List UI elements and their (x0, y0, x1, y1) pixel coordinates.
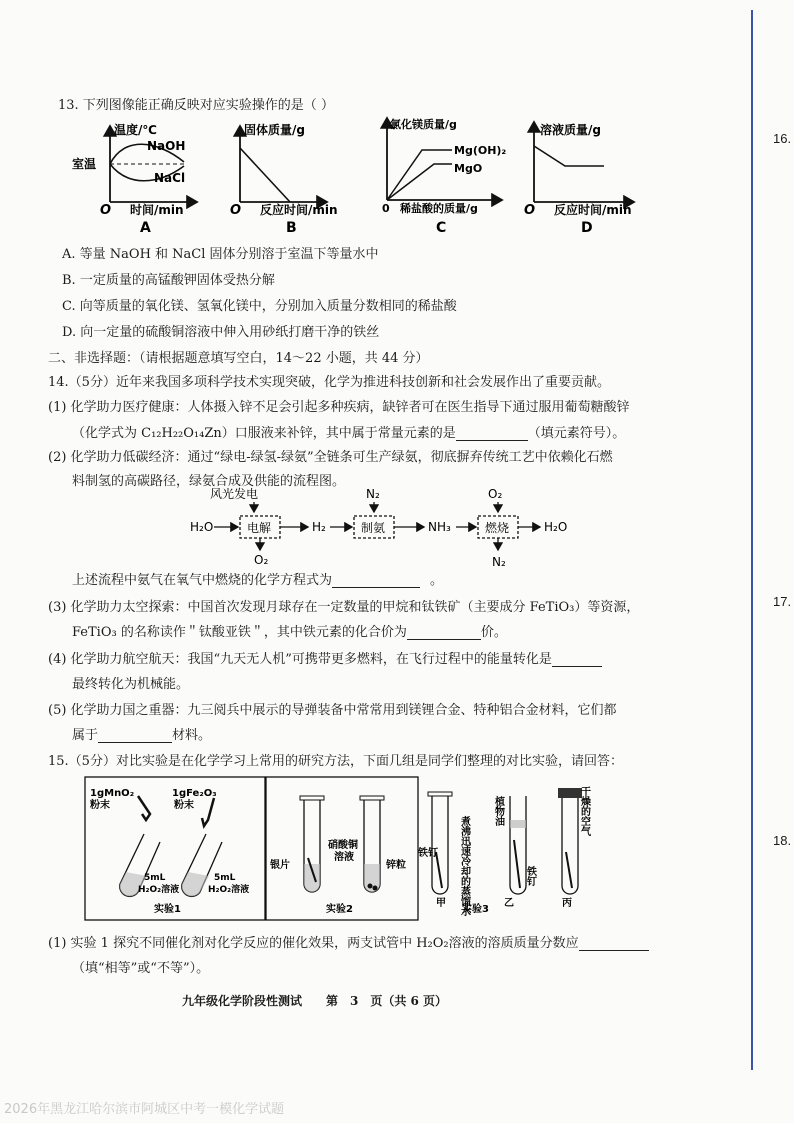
q14-p1-line2-pre: （化学式为 C₁₂H₂₂O₁₄Zn）口服液来补锌，其中属于常量元素的是 (72, 426, 456, 441)
section-2-heading: 二、非选择题：（请根据题意填写空白，14～22 小题，共 44 分） (48, 351, 429, 366)
exp2-solution-label-1: 硝酸铜 (328, 840, 358, 851)
q13-option-c: C. 向等质量的氧化镁、氢氧化镁中，分别加入质量分数相同的稀盐酸 (62, 299, 457, 314)
flow-ammonia-make: 制氨 (361, 521, 386, 535)
exp1-powder-label-2: 粉末 (174, 800, 194, 811)
side-question-17: 17. (773, 594, 792, 609)
graph-a-nacl: NaCl (154, 171, 186, 185)
graph-c-mgoh2: Mg(OH)₂ (454, 144, 507, 157)
q14-p3-line2-post: 价。 (480, 625, 507, 640)
experiment-3 (417, 785, 592, 917)
q15-p1-line2: （填“相等”或“不等”）。 (72, 961, 210, 976)
q13-option-b: B. 一定质量的高锰酸钾固体受热分解 (62, 273, 275, 288)
q13-graphs (62, 114, 662, 236)
q14-p5-line2 (72, 724, 211, 743)
q14-p2-line3-post: 。 (430, 573, 444, 588)
graph-a-origin: O (100, 203, 112, 218)
q14-p5-line1: (5) 化学助力国之重器：九三阅兵中展示的导弹装备中常常用到镁锂合金、特种铝合金材料，它们都 (48, 703, 617, 718)
graph-a-ylabel: 温度/℃ (114, 123, 157, 137)
exp3-jia-label: 甲 (436, 898, 446, 909)
exp2-solution-label-2: 溶液 (334, 852, 354, 863)
flow-electrolysis: 电解 (247, 521, 272, 535)
graph-c-xlabel: 稀盐酸的质量/g (400, 202, 478, 215)
q13-option-d: D. 向一定量的硫酸铜溶液中伸入用砂纸打磨干净的铁丝 (62, 325, 380, 340)
exp1-ml-1: 5mL (144, 873, 166, 883)
page-footer: 九年级化学阶段性测试 第 3 页（共 6 页） (182, 994, 448, 1008)
graph-d-line (534, 146, 604, 166)
graph-d-ylabel: 溶液质量/g (540, 123, 601, 137)
exp1-solution-2: H₂O₂溶液 (208, 885, 250, 895)
flow-burn: 燃烧 (485, 521, 510, 535)
graph-c-origin: 0 (382, 202, 390, 215)
exp3-boiled-water-label: 煮沸迅速冷却的蒸馏水 (458, 816, 470, 916)
exp1-fe2o3-label: 1gFe₂O₃ (172, 788, 217, 799)
exp1-powder-label-1: 粉末 (90, 800, 110, 811)
graph-c-letter: C (436, 220, 447, 236)
graph-b-letter: B (286, 220, 297, 236)
q14-p1-line2 (72, 422, 625, 441)
graph-a (72, 122, 197, 236)
experiment-1 (85, 777, 265, 920)
graph-d-letter: D (581, 220, 593, 236)
watermark: 2026年黑龙江哈尔滨市阿城区中考一模化学试题 (4, 1102, 285, 1117)
exp3-label: 实验3 (462, 904, 489, 915)
graph-d-xlabel: 反应时间/min (554, 203, 632, 217)
graph-a-xlabel: 时间/min (130, 203, 184, 217)
q14-p5-line2-pre: 属于 (72, 728, 99, 743)
exp3-nail-label-1: 铁钉 (418, 848, 438, 859)
graph-c-mgo: MgO (454, 162, 483, 175)
flow-h2o-out: H₂O (544, 520, 568, 534)
graph-b (230, 122, 338, 236)
graph-a-room: 室温 (72, 157, 97, 171)
flow-o2-in: O₂ (488, 487, 503, 501)
q15-experiments-figure (84, 776, 622, 922)
q14-stem: 14.（5分）近年来我国多项科学技术实现突破，化学为推进科技创新和社会发展作出了重要贡献。 (48, 375, 610, 390)
flow-h2o-in: H₂O (190, 520, 214, 534)
exp1-spoon-1 (138, 796, 150, 820)
q14-p3-line2-pre: FeTiO₃ 的名称读作＂钛酸亚铁＂，其中铁元素的化合价为 (72, 625, 407, 640)
flow-nh3: NH₃ (428, 520, 451, 534)
exp1-ml-2: 5mL (214, 873, 236, 883)
q14-p4-line2: 最终转化为机械能。 (72, 677, 190, 692)
q14-p5-line2-post: 材料。 (172, 728, 212, 743)
exp2-zinc-label: 锌粒 (386, 860, 406, 871)
q15-p1-line1-text: (1) 实验 1 探究不同催化剂对化学反应的催化效果，两支试管中 H₂O₂溶液的溶质质量分数应 (48, 936, 579, 951)
q14-p1-line2-post: （填元素符号）。 (527, 426, 626, 441)
graph-a-naoh: NaOH (147, 139, 186, 153)
graph-c-ylabel: 氯化镁质量/g (390, 118, 457, 131)
q15-p1-line1 (48, 932, 649, 951)
q14-p2-line1: (2) 化学助力低碳经济：通过“绿电-绿氢-绿氨”全链条可生产绿氨，彻底摒弃传统工艺中依赖化石燃 (48, 450, 613, 465)
q13-stem: 13. 下列图像能正确反映对应实验操作的是（ ） (58, 98, 334, 113)
q14-answer-1-blank[interactable] (456, 426, 528, 441)
green-ammonia-flowchart (180, 484, 600, 576)
flow-h2: H₂ (312, 520, 326, 534)
exp3-yi-label: 乙 (504, 898, 514, 909)
graph-d (524, 122, 634, 236)
flow-n2-out: N₂ (492, 555, 506, 569)
exp2-label: 实验2 (326, 904, 353, 915)
q14-answer-2-blank[interactable] (332, 573, 420, 588)
exp1-spoon-2 (202, 798, 214, 826)
flow-power-label: 风光发电 (210, 487, 259, 501)
q14-answer-4-blank[interactable] (552, 652, 602, 667)
graph-b-ylabel: 固体质量/g (244, 123, 305, 137)
q14-p2-line3-pre: 上述流程中氨气在氧气中燃烧的化学方程式为 (72, 573, 333, 588)
q13-option-a: A. 等量 NaOH 和 NaCl 固体分别溶于室温下等量水中 (62, 247, 379, 262)
q14-answer-3-blank[interactable] (407, 625, 481, 640)
q14-p2-line2: 料制氢的高碳路径，绿氨合成及供能的流程图。 (72, 474, 346, 489)
exp1-mno2-label: 1gMnO₂ (90, 788, 135, 799)
flow-o2-out: O₂ (254, 553, 269, 567)
q15-stem: 15.（5分）对比实验是在化学学习上常用的研究方法，下面几组是同学们整理的对比实验，请回答： (48, 754, 623, 769)
exp1-label: 实验1 (154, 904, 181, 915)
graph-b-line (240, 148, 290, 202)
exp1-solution-1: H₂O₂溶液 (138, 885, 180, 895)
side-question-18: 18. (773, 833, 792, 848)
side-question-16: 16. (773, 131, 792, 146)
experiment-2 (266, 777, 418, 920)
exp2-silver-label: 银片 (270, 860, 290, 871)
exp3-oil-label: 植物油 (492, 796, 504, 826)
binding-edge-line (751, 10, 753, 1070)
exp3-bing-label: 丙 (562, 898, 572, 909)
q14-p3-line2 (72, 621, 507, 640)
flow-n2-in: N₂ (366, 487, 380, 501)
q14-p1-line1: (1) 化学助力医疗健康：人体摄入锌不足会引起多种疾病，缺锌者可在医生指导下通过服用葡萄糖酸锌 (48, 400, 630, 415)
exp3-nail-label-2: 铁钉 (524, 866, 536, 886)
graph-d-origin: O (524, 203, 536, 218)
q15-answer-1-blank[interactable] (579, 936, 649, 951)
graph-c (382, 117, 506, 236)
q14-p4-line1-text: (4) 化学助力航空航天：我国“九天无人机”可携带更多燃料，在飞行过程中的能量转化是 (48, 652, 552, 667)
q14-p2-line3 (72, 569, 443, 588)
q14-p4-line1 (48, 648, 602, 667)
mgo-line (387, 164, 452, 200)
graph-b-xlabel: 反应时间/min (260, 203, 338, 217)
graph-b-origin: O (230, 203, 242, 218)
exp3-dry-air-label: 干燥的空气 (578, 786, 590, 836)
q14-p3-line1: (3) 化学助力太空探索：中国首次发现月球存在一定数量的甲烷和钛铁矿（主要成分 FeTiO₃）等资源， (48, 600, 640, 615)
q14-answer-5-blank[interactable] (98, 728, 172, 743)
graph-a-letter: A (140, 220, 151, 236)
